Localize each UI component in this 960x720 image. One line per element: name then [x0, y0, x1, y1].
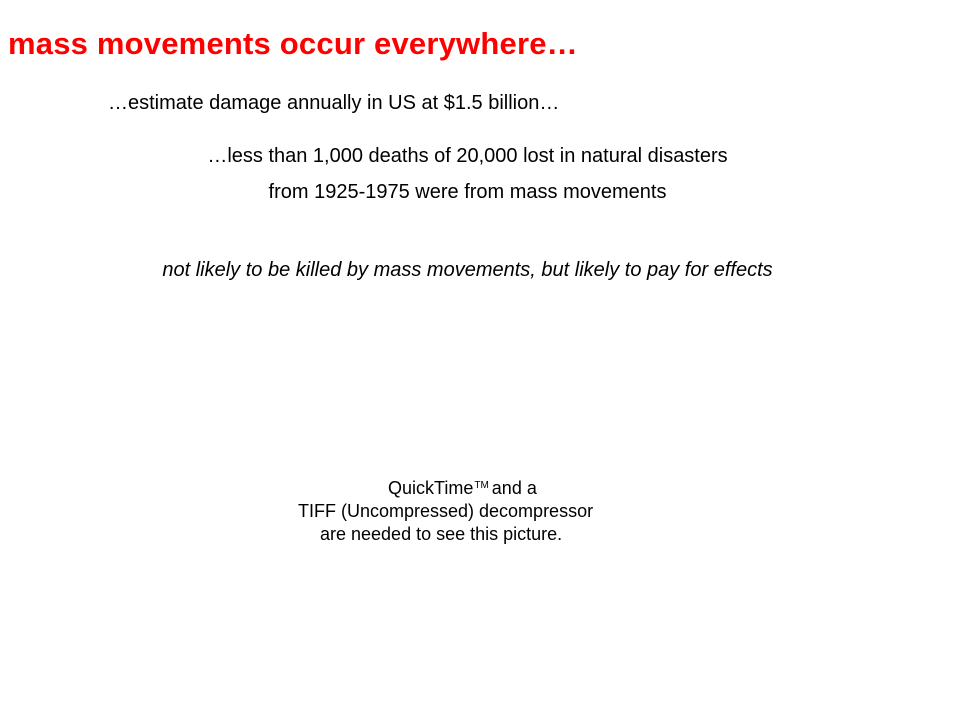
deaths-text-line-1: …less than 1,000 deaths of 20,000 lost in natural disasters [207, 145, 728, 167]
summary-note: not likely to be killed by mass movements, but likely to pay for effects [162, 259, 773, 281]
slide-title: mass movements occur everywhere… [8, 26, 578, 61]
placeholder-line-3: are needed to see this picture. [320, 524, 563, 544]
trademark-symbol: TM [474, 480, 489, 491]
missing-image-placeholder [270, 475, 650, 545]
deaths-text-line-2: from 1925-1975 were from mass movements [268, 181, 667, 203]
quicktime-text: QuickTime [388, 478, 474, 498]
placeholder-line-1 [388, 479, 537, 497]
placeholder-line-1-suffix: and a [491, 478, 537, 498]
damage-estimate-text: …estimate damage annually in US at $1.5 billion… [108, 92, 560, 114]
placeholder-line-2: TIFF (Uncompressed) decompressor [298, 501, 594, 521]
